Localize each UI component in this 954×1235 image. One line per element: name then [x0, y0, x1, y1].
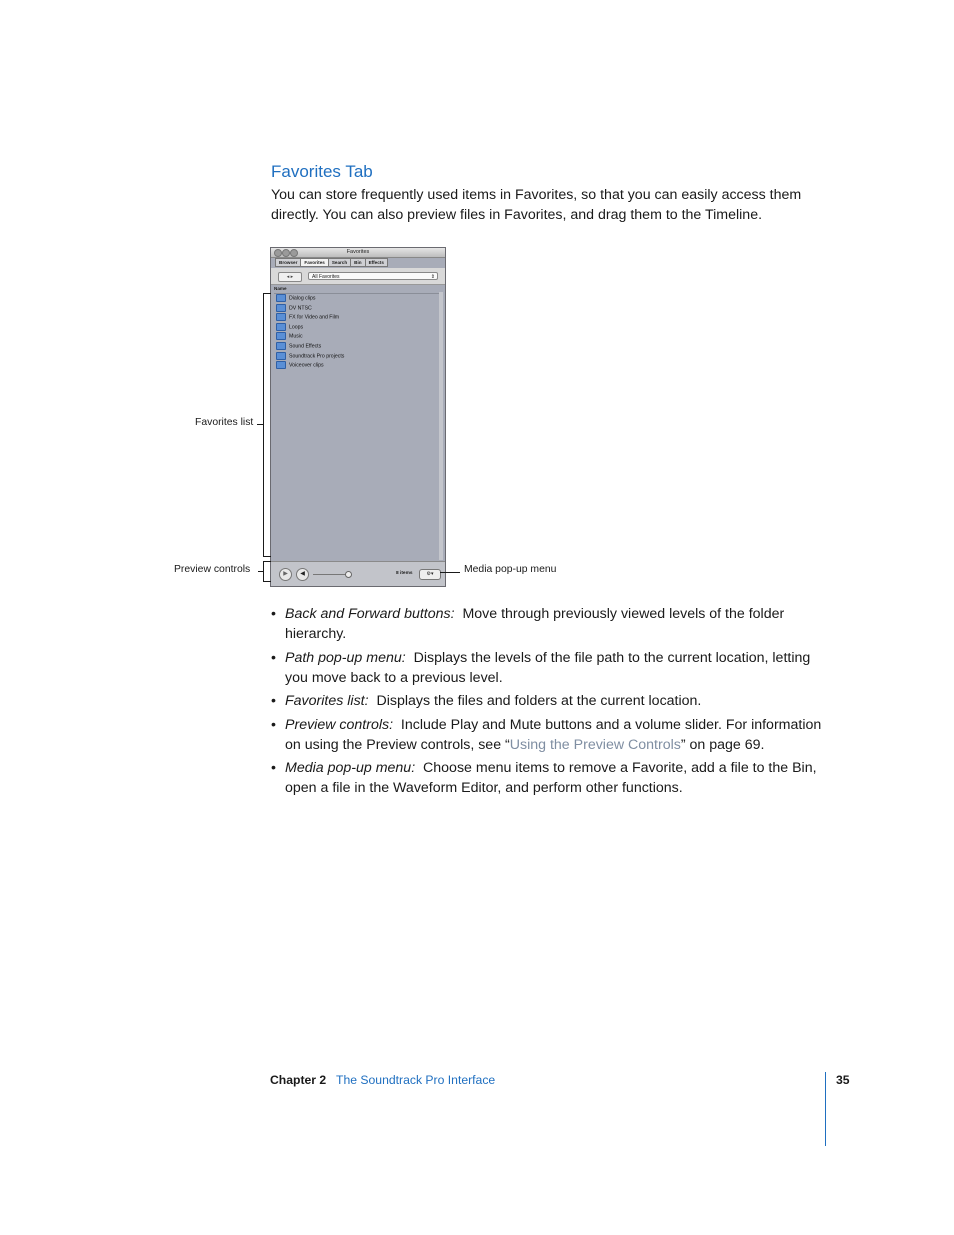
- footer-divider: [825, 1072, 826, 1146]
- folder-icon: [276, 352, 286, 360]
- tab-bar: [275, 258, 387, 267]
- callout-favorites-list: Favorites list: [195, 417, 254, 428]
- tab-browser: Browser: [275, 258, 301, 267]
- bullet-item: • Back and Forward buttons: Move through previously viewed levels of the folder hierarchy.: [271, 606, 785, 642]
- callout-bracket: [263, 561, 264, 582]
- callout-preview-controls: Preview controls: [174, 564, 251, 575]
- cross-reference-link[interactable]: Using the Preview Controls: [509, 736, 681, 753]
- path-popup-menu: [308, 272, 438, 280]
- list-item: FX for Video and Film: [276, 313, 339, 322]
- list-item: Loops: [276, 323, 303, 332]
- volume-slider-track: [313, 574, 349, 575]
- tab-search: Search: [328, 258, 351, 267]
- footer-chapter-title: The Soundtrack Pro Interface: [336, 1073, 496, 1087]
- footer-chapter: Chapter 2: [270, 1073, 327, 1087]
- gear-icon: ⚙▾: [419, 569, 441, 580]
- section-heading: Favorites Tab: [271, 162, 373, 181]
- window-title: Favorites: [346, 249, 370, 255]
- favorites-list: [274, 294, 438, 560]
- window-titlebar: [271, 248, 445, 258]
- list-item: Voiceover clips: [276, 361, 324, 370]
- back-forward-buttons: ◂ ▸: [278, 272, 302, 282]
- folder-icon: [276, 294, 286, 302]
- bullet-item: • Path pop-up menu: Displays the levels of the file path to the current location, letting you move back to a previous level.: [271, 649, 811, 686]
- callout-bracket-top: [263, 293, 271, 294]
- bullet-item: • Preview controls: Include Play and Mute buttons and a volume slider. For information on using the Preview controls, see “Using the Preview Controls” on page 69.: [271, 716, 822, 753]
- folder-icon: [276, 323, 286, 331]
- list-item: Sound Effects: [276, 342, 321, 351]
- page-number: 35: [836, 1073, 850, 1087]
- item-count: 8 items: [396, 571, 413, 576]
- popup-arrows-icon: ⇕: [430, 274, 435, 280]
- preview-controls-bar: [271, 561, 445, 587]
- tab-bin: Bin: [350, 258, 365, 267]
- volume-slider-knob: [345, 571, 352, 578]
- navigation-row: [271, 268, 445, 285]
- path-popup-label: All Favorites: [312, 274, 340, 280]
- list-item: Dialog clips: [276, 294, 316, 303]
- callout-line: [440, 572, 460, 573]
- folder-icon: [276, 361, 286, 369]
- list-item: Soundtrack Pro projects: [276, 352, 344, 361]
- name-column-header: Name: [274, 286, 440, 294]
- play-icon: ▶: [279, 568, 292, 581]
- folder-icon: [276, 342, 286, 350]
- intro-paragraph: You can store frequently used items in Favorites, so that you can easily access them directly. You can also preview files in Favorites, and drag them to the Timeline.: [271, 187, 802, 223]
- bullet-item: • Favorites list: Displays the files and folders at the current location.: [271, 693, 702, 709]
- bullet-list: [271, 604, 831, 802]
- mute-icon: ◀: [296, 568, 309, 581]
- list-item: Music: [276, 332, 303, 341]
- list-item: DV NTSC: [276, 304, 312, 313]
- favorites-window-screenshot: [270, 247, 446, 587]
- tab-effects: Effects: [365, 258, 388, 267]
- folder-icon: [276, 313, 286, 321]
- tab-favorites: Favorites: [300, 258, 328, 267]
- callout-bracket-top: [263, 561, 271, 562]
- folder-icon: [276, 304, 286, 312]
- callout-bracket-bottom: [263, 581, 271, 582]
- callout-bracket-bottom: [263, 556, 271, 557]
- callout-media-popup: Media pop-up menu: [464, 564, 557, 575]
- callout-bracket: [263, 293, 264, 556]
- list-scrollbar: [439, 292, 443, 560]
- bullet-item: • Media pop-up menu: Choose menu items to remove a Favorite, add a file to the Bin, open a file in the Waveform Editor, and perform other functions.: [271, 760, 817, 796]
- folder-icon: [276, 332, 286, 340]
